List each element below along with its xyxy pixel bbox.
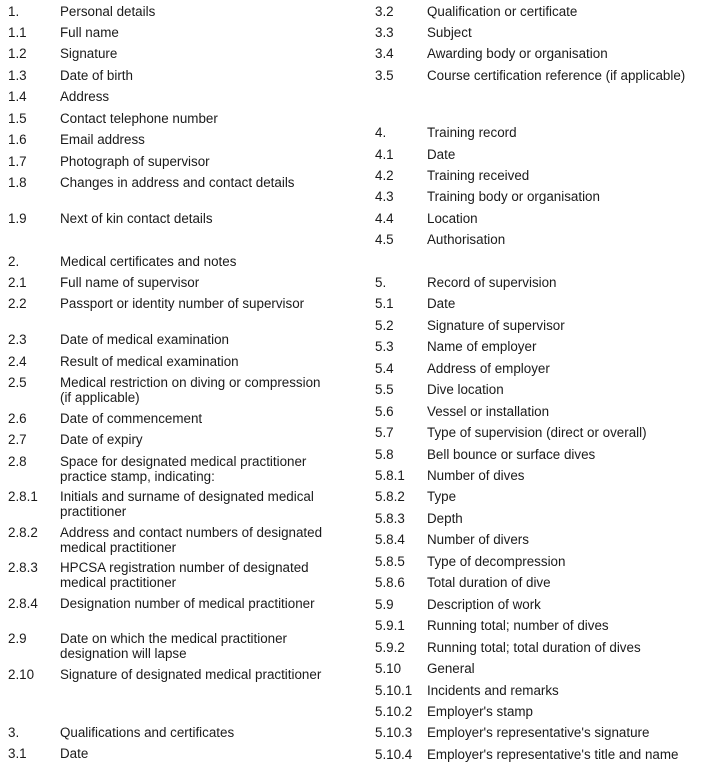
item-text: Full name <box>60 25 119 40</box>
item-number: 1.8 <box>8 175 27 190</box>
item-number: 4.3 <box>375 189 394 204</box>
list-item <box>8 90 325 105</box>
list-item <box>375 448 689 463</box>
item-number: 5. <box>375 275 387 290</box>
item-text: Photograph of supervisor <box>60 154 210 169</box>
list-item <box>375 748 689 763</box>
list-item <box>375 619 689 634</box>
list-item <box>375 512 689 527</box>
item-text: Location <box>427 211 478 226</box>
list-item <box>375 662 689 677</box>
item-text: Employer's representative's title and name <box>427 747 679 762</box>
list-item <box>8 597 325 612</box>
list-item <box>8 47 325 62</box>
item-number: 1. <box>8 4 20 19</box>
item-number: 5.10.3 <box>375 725 413 740</box>
list-item <box>8 5 325 20</box>
list-item <box>8 112 325 127</box>
item-number: 2.3 <box>8 332 27 347</box>
list-item <box>375 319 689 334</box>
item-number: 4. <box>375 125 387 140</box>
list-item <box>8 526 325 555</box>
item-number: 2.2 <box>8 296 27 311</box>
item-text: Date of expiry <box>60 432 143 447</box>
item-number: 2.10 <box>8 667 35 682</box>
item-text: Subject <box>427 25 472 40</box>
list-item <box>8 133 325 148</box>
item-text: Full name of supervisor <box>60 275 200 290</box>
list-item <box>8 490 325 519</box>
item-text: Type <box>427 489 457 504</box>
item-number: 2.1 <box>8 275 27 290</box>
item-text: Personal details <box>60 4 156 19</box>
item-number: 5.9.1 <box>375 618 405 633</box>
item-number: 1.5 <box>8 111 27 126</box>
list-item <box>8 455 325 484</box>
item-text: Initials and surname of designated medical practitioner <box>60 489 314 519</box>
item-number: 2.6 <box>8 411 27 426</box>
list-item <box>8 155 325 170</box>
item-text: Signature <box>60 46 118 61</box>
list-item <box>8 747 325 762</box>
list-item <box>375 383 689 398</box>
list-item <box>375 576 689 591</box>
item-number: 5.2 <box>375 318 394 333</box>
item-number: 5.6 <box>375 404 394 419</box>
item-text: Result of medical examination <box>60 354 239 369</box>
list-item <box>375 5 689 20</box>
item-number: 4.4 <box>375 211 394 226</box>
list-item <box>8 668 325 683</box>
list-item <box>375 490 689 505</box>
item-number: 5.9 <box>375 597 394 612</box>
list-item <box>375 641 689 656</box>
item-text: Email address <box>60 132 145 147</box>
item-number: 3. <box>8 725 20 740</box>
item-number: 5.10.1 <box>375 683 413 698</box>
item-number: 2. <box>8 254 20 269</box>
item-number: 1.1 <box>8 25 27 40</box>
item-text: General <box>427 661 475 676</box>
item-text: Signature of supervisor <box>427 318 565 333</box>
item-text: Dive location <box>427 382 504 397</box>
item-text: Qualification or certificate <box>427 4 578 19</box>
list-item <box>375 533 689 548</box>
item-number: 5.10 <box>375 661 402 676</box>
item-text: Passport or identity number of supervisor <box>60 296 305 311</box>
item-number: 5.8.5 <box>375 554 405 569</box>
item-text: Employer's stamp <box>427 704 533 719</box>
item-text: Signature of designated medical practitioner <box>60 667 322 682</box>
item-number: 3.4 <box>375 46 394 61</box>
item-number: 4.2 <box>375 168 394 183</box>
item-text: Address <box>60 89 110 104</box>
item-text: Date of commencement <box>60 411 203 426</box>
item-text: Training record <box>427 125 517 140</box>
item-number: 1.7 <box>8 154 27 169</box>
list-item <box>8 176 325 191</box>
item-text: Training received <box>427 168 530 183</box>
list-item <box>375 190 689 205</box>
item-text: Record of supervision <box>427 275 557 290</box>
item-text: Date <box>60 746 89 761</box>
list-item <box>8 276 325 291</box>
item-text: Date <box>427 147 456 162</box>
item-number: 2.7 <box>8 432 27 447</box>
list-item <box>375 426 689 441</box>
list-item <box>375 598 689 613</box>
item-text: Authorisation <box>427 232 506 247</box>
list-item <box>375 405 689 420</box>
section-heading <box>375 126 689 141</box>
item-text: Date of medical examination <box>60 332 229 347</box>
item-text: Next of kin contact details <box>60 211 213 226</box>
item-text: Description of work <box>427 597 541 612</box>
list-item <box>375 47 689 62</box>
item-text: Designation number of medical practitioner <box>60 596 315 611</box>
section-heading <box>375 276 689 291</box>
item-text: Space for designated medical practitioner practice stamp, indicating: <box>60 454 307 484</box>
item-text: Date of birth <box>60 68 133 83</box>
list-item <box>375 169 689 184</box>
list-item <box>8 333 325 348</box>
list-item <box>375 212 689 227</box>
item-text: Qualifications and certificates <box>60 725 235 740</box>
item-number: 4.1 <box>375 147 394 162</box>
item-number: 1.3 <box>8 68 27 83</box>
item-number: 3.5 <box>375 68 394 83</box>
list-item <box>375 297 689 312</box>
item-number: 5.9.2 <box>375 640 405 655</box>
item-text: Contact telephone number <box>60 111 218 126</box>
item-number: 3.3 <box>375 25 394 40</box>
item-number: 1.2 <box>8 46 27 61</box>
list-item <box>375 340 689 355</box>
item-text: Number of dives <box>427 468 525 483</box>
item-number: 2.8.1 <box>8 489 38 504</box>
list-item <box>8 212 325 227</box>
item-text: Medical certificates and notes <box>60 254 237 269</box>
list-item <box>8 561 325 590</box>
item-text: Awarding body or organisation <box>427 46 608 61</box>
item-number: 5.8.1 <box>375 468 405 483</box>
list-item <box>375 555 689 570</box>
item-text: Address of employer <box>427 361 550 376</box>
item-number: 1.4 <box>8 89 27 104</box>
list-item <box>375 148 689 163</box>
item-text: Vessel or installation <box>427 404 550 419</box>
item-text: Course certification reference (if applicable) <box>427 68 686 83</box>
item-text: Date <box>427 296 456 311</box>
list-item <box>375 705 689 720</box>
item-number: 4.5 <box>375 232 394 247</box>
item-number: 2.5 <box>8 375 27 390</box>
item-number: 5.8.2 <box>375 489 405 504</box>
item-text: Employer's representative's signature <box>427 725 650 740</box>
item-text: Running total; total duration of dives <box>427 640 641 655</box>
list-item <box>8 376 325 405</box>
item-number: 2.8.3 <box>8 560 38 575</box>
item-text: Medical restriction on diving or compression (if applicable) <box>60 375 321 405</box>
item-number: 2.8.2 <box>8 525 38 540</box>
item-number: 2.4 <box>8 354 27 369</box>
item-text: Bell bounce or surface dives <box>427 447 596 462</box>
item-number: 5.8.4 <box>375 532 405 547</box>
item-number: 5.8.3 <box>375 511 405 526</box>
list-item <box>8 355 325 370</box>
item-number: 5.7 <box>375 425 394 440</box>
item-text: Type of decompression <box>427 554 566 569</box>
item-number: 5.10.4 <box>375 747 413 762</box>
item-number: 5.8 <box>375 447 394 462</box>
item-text: Total duration of dive <box>427 575 551 590</box>
item-text: Type of supervision (direct or overall) <box>427 425 647 440</box>
list-item <box>375 233 689 248</box>
item-number: 3.2 <box>375 4 394 19</box>
item-number: 2.8.4 <box>8 596 38 611</box>
item-text: Depth <box>427 511 463 526</box>
list-item <box>8 632 325 661</box>
item-text: Date on which the medical practitioner designation will lapse <box>60 631 288 661</box>
item-number: 5.8.6 <box>375 575 405 590</box>
item-number: 5.3 <box>375 339 394 354</box>
item-text: Address and contact numbers of designated medical practitioner <box>60 525 323 555</box>
item-text: HPCSA registration number of designated medical practitioner <box>60 560 309 590</box>
item-text: Changes in address and contact details <box>60 175 295 190</box>
section-heading <box>8 255 325 270</box>
list-item <box>8 412 325 427</box>
list-item <box>375 684 689 699</box>
item-number: 5.10.2 <box>375 704 413 719</box>
item-number: 5.1 <box>375 296 394 311</box>
section-heading <box>8 726 325 741</box>
list-item <box>375 726 689 741</box>
item-number: 1.9 <box>8 211 27 226</box>
list-item <box>375 26 689 41</box>
list-item <box>375 362 689 377</box>
item-text: Incidents and remarks <box>427 683 559 698</box>
item-text: Training body or organisation <box>427 189 600 204</box>
list-item <box>8 433 325 448</box>
list-item <box>375 469 689 484</box>
item-number: 5.4 <box>375 361 394 376</box>
list-item <box>8 69 325 84</box>
item-number: 2.8 <box>8 454 27 469</box>
item-number: 3.1 <box>8 746 27 761</box>
item-number: 2.9 <box>8 631 27 646</box>
list-item <box>8 26 325 41</box>
item-text: Number of divers <box>427 532 529 547</box>
item-text: Name of employer <box>427 339 537 354</box>
item-text: Running total; number of dives <box>427 618 609 633</box>
list-item <box>375 69 689 84</box>
list-item <box>8 297 325 312</box>
item-number: 1.6 <box>8 132 27 147</box>
item-number: 5.5 <box>375 382 394 397</box>
